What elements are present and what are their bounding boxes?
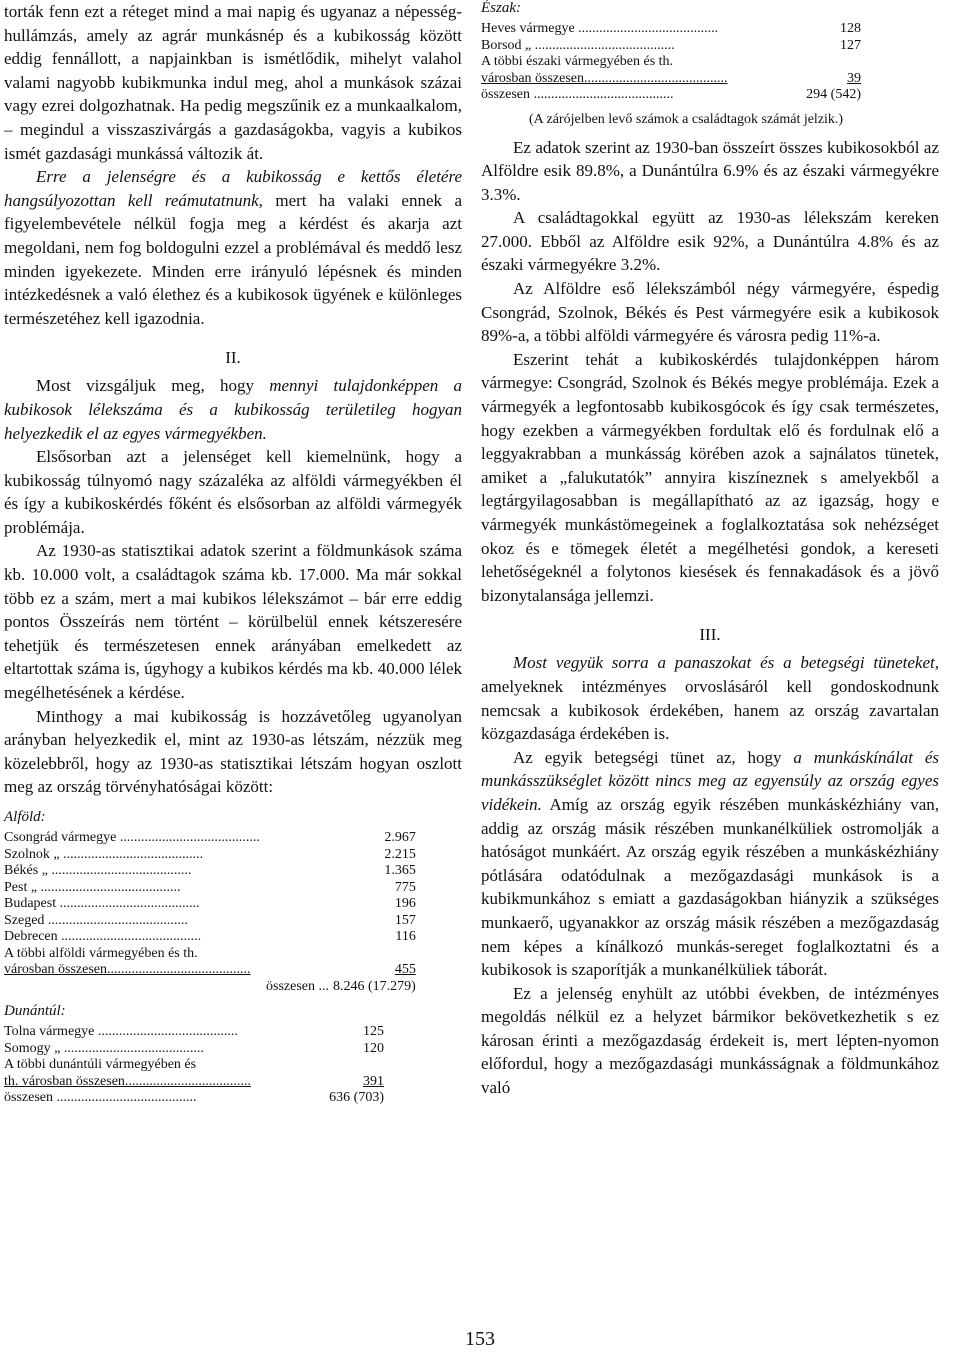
row-name: Tolna vármegye ........................................ (4, 1024, 238, 1039)
alfold-label: Alföld: (4, 809, 46, 825)
row-name: Csongrád vármegye ........................................ (4, 830, 260, 845)
emphasis-panaszok: Most vegyük sorra a panaszokat és a betegségi tüneteket, (513, 653, 939, 673)
rest-label: A többi dunántúli vármegyében és (4, 1057, 197, 1072)
row-name: Somogy „ ........................................ (4, 1040, 204, 1056)
left-column (4, 0, 462, 1107)
emphasis-lelekszam: mennyi tulajdonképpen a kubikosok lélekszáma és a kubikosság területileg hogyan helyezkedik el az egyes vármegyékben. (4, 376, 462, 443)
rest-label: városban összesen......................................... (481, 70, 728, 86)
rest-label: városban összesen......................................... (4, 962, 251, 977)
table-row (4, 929, 416, 946)
row-value: 125 (363, 1024, 384, 1039)
row-name: Debrecen ........................................ (4, 929, 202, 944)
paragraph-alfoldi-problema: Elsősorban azt a jelenséget kell kiemelnünk, hogy a kubikosság túlnyomó nagy százaléka az alföldi vármegyékben él és így a kubikoskérdés főként és elsősorban az alföldi vármegyék problémája. (4, 447, 462, 537)
table-row (481, 38, 861, 55)
total-value: 636 (703) (329, 1090, 384, 1105)
eszak-table (481, 21, 861, 104)
family-members-note: (A zárójelben levő számok a családtagok számát jelzik.) (529, 111, 844, 127)
total-value: 294 (542) (806, 87, 861, 102)
row-value: 120 (363, 1040, 384, 1056)
emphasis-munkaskinalat: a munkáskínálat és munkásszükséglet között nincs meg az egyensúly az ország egyes vidékein. (481, 747, 939, 814)
row-name: Pest „ ........................................ (4, 879, 181, 895)
total-label: összesen ........................................ (4, 1090, 197, 1105)
paragraph-kettos-elet (4, 165, 462, 330)
paragraph-betegsegi-tunet-rest: Amíg az ország egyik részében munkáskézhiány van, addig az ország másik részében munkanélküliek ostromolják a hatóságot munkáért. Az ország egyik részében a munkáskézhiány pótlására odatódulnak a mezőgazdasági munkások is a kubikmunkához s emiatt a gazdaságokban hiányzik a szükséges munkaerő, ugyanakkor az ország másik részében a mezőgazdaság nem képes a kínálkozó munkás-sereget foglalkoztatni és a kubikosok is szaporítják a munkanélküliek táborát. (481, 794, 939, 980)
page-number: 153 (465, 1328, 495, 1350)
rest-value: 391 (363, 1073, 384, 1089)
dunantul-label: Dunántúl: (4, 1003, 66, 1019)
table-row (4, 1041, 384, 1058)
paragraph-kettos-elet-rest: mert ha valaki ennek a figyelembevétele nélkül fogja meg a kérdést és akarja azt megoldani, nem fog boldogulni ezzel a problémával és meddő lesz minden igyekezete. Minden erre irányuló lépésnek és minden intézkedésnek a való élethez és a kubikosok ügyének e különleges természetéhez kell igazodnia. (4, 190, 462, 328)
table-row (481, 71, 861, 88)
total-row (4, 1090, 384, 1107)
row-value: 1.365 (384, 863, 416, 878)
eszak-label: Észak: (481, 0, 521, 16)
paragraph-panaszok-rest: amelyeknek intézményes orvoslásáról kell gondoskodnunk nemcsak a kubikosok érdekében, hanem az ország zavartalan közgazdasága érdekében is. (481, 676, 939, 744)
rest-value: 455 (394, 962, 416, 977)
row-value: 128 (840, 21, 861, 36)
row-name: Szolnok „ ........................................ (4, 846, 204, 862)
table-row (4, 946, 416, 963)
table-row (4, 1074, 384, 1091)
table-row (4, 962, 416, 979)
row-name: Borsod „ ........................................ (481, 37, 675, 53)
section-heading-ii: II. (225, 348, 241, 368)
paragraph-lelekszam: A családtagokkal együtt az 1930-as lélekszám kereken 27.000. Ebből az Alföldre esik 92%, a Dunántúlra 4.8% és az északi vármegyékre 3.2%. (481, 208, 939, 275)
paragraph-vizsgalat-start: Most vizsgáljuk meg, hogy (36, 376, 270, 396)
table-row (4, 863, 416, 880)
row-value: 157 (394, 912, 416, 928)
right-column (481, 0, 939, 1100)
total-label: összesen ... (266, 978, 329, 994)
row-value: 127 (840, 37, 861, 53)
row-name: Békés „ ........................................ (4, 863, 192, 878)
table-row (4, 1024, 384, 1041)
row-value: 2.967 (384, 830, 416, 845)
table-row (4, 880, 416, 897)
row-name: Heves vármegye ........................................ (481, 21, 719, 36)
row-value: 116 (395, 929, 416, 944)
total-row (4, 979, 416, 996)
emphasis-kettos-elet: Erre a jelenségre és a kubikosság e kettős életére hangsúlyozottan kell reámutatnunk, (4, 167, 462, 210)
row-value: 196 (394, 896, 416, 911)
paragraph-vizsgalat (4, 374, 462, 445)
paragraph-panaszok (481, 651, 939, 745)
paragraph-kubikus-reteg: torták fenn ezt a réteget mind a mai napig és ugyanaz a népesség-hullámzás, amely az agrár munkásnép és a kubikosság között eddig fennállott, a napjainkban is ismétlődik, mihelyt valahol valami nagyobb kubikmunka indul meg, ahol a munkások százai vagy ezrei dolgozhatnak. Ha pedig megszűnik ez a munkaalkalom, – megindul a visszaszivárgás a gazdaságokba, vagyis a kubikos ismét gazdasági munkássá változik át. (4, 2, 462, 163)
paragraph-szazalekok: Ez adatok szerint az 1930-ban összeírt összes kubikosokból az Alföldre esik 89.8%, a Dunántúlra 6.9% és az északi vármegyékre 3.3%. (481, 137, 939, 204)
row-name: Budapest ........................................ (4, 896, 200, 911)
table-row (4, 1057, 384, 1074)
alfold-table (4, 830, 416, 995)
table-row (4, 847, 416, 864)
paragraph-jelenseg-enyhult: Ez a jelenség enyhült az utóbbi években, de intézményes megoldás nélkül ez a helyzet bármikor bekövetkezhetik s ez károsan érinti a mezőgazdaság érdekeit is, mert lépten-nyomon előfordul, hogy a mezőgazdasági munkásságnak a földmunkához való (481, 983, 939, 1098)
table-row (481, 21, 861, 38)
paragraph-torvenyhatosagok: Minthogy a mai kubikosság is hozzávetőleg ugyanolyan arányban helyezkedik el, mint az 1930-as létszám, nézzük meg közelebbről, hogy az 1930-as statisztikai létszám hogyan oszlott meg az ország törvényhatóságai között: (4, 706, 462, 797)
table-row (481, 54, 861, 71)
paragraph-1930-statisztika: Az 1930-as statisztikai adatok szerint a földmunkások száma kb. 10.000 volt, a családtagok száma kb. 17.000. Ma már sokkal több ez a szám, mert a mai kubikos lélekszámot – bár erre eddig pontos Összeírás nem történt – körülbelül ennek kétszeresére tehetjük és természetesen ennek arányában emelkedett az eltartottak száma is, úgyhogy a kubikos kérdés ma kb. 40.000 lélek megélhetésének a kérdése. (4, 541, 462, 703)
rest-label: A többi alföldi vármegyében és th. (4, 945, 198, 961)
table-row (4, 830, 416, 847)
paragraph-betegsegi-tunet (481, 746, 939, 982)
paragraph-harom-varmegye: Eszerint tehát a kubikoskérdés tulajdonképpen három vármegye: Csongrád, Szolnok és Békés megye problémája. Ezek a vármegyék a legfontosabb kubikosgócok és így csak természetes, hogy ezekben a vármegyékben fordultak elő és fordulnak elő a leggyakrabban a munkásság körében azok a sajnálatos tünetek, amiket a „falukutatók” annyira kiszíneznek s amelyekből a legtárgyilagosabban is megállapítható az az igazság, hogy e vármegyék munkástömegeinek a foglalkoztatása sok nehézséget okoz és e tömegek életét a megélhetési gondok, a kereseti lehetőségeknél a folytonos kiesések és fennakadások és a jövő bizonytalansága jellemzi. (481, 349, 939, 605)
table-row (4, 913, 416, 930)
total-row (481, 87, 861, 104)
row-value: 775 (394, 879, 416, 895)
total-label: összesen ........................................ (481, 87, 674, 102)
paragraph-betegsegi-tunet-start: Az egyik betegségi tünet az, hogy (513, 747, 794, 767)
dunantul-table (4, 1024, 384, 1107)
total-value: 8.246 (17.279) (333, 978, 416, 994)
row-value: 2.215 (384, 846, 416, 862)
rest-label: A többi északi vármegyében és th. (481, 54, 674, 69)
rest-label: th. városban összesen.................................... (4, 1073, 251, 1089)
paragraph-negy-varmegye: Az Alföldre eső lélekszámból négy vármegyére, éspedig Csongrád, Szolnok, Békés és Pest vármegyére esik a kubikosok 89%-a, a többi alföldi vármegyére és városra pedig 11%-a. (481, 279, 939, 346)
rest-value: 39 (847, 70, 861, 86)
table-row (4, 896, 416, 913)
section-heading-iii: III. (699, 625, 721, 645)
row-name: Szeged ........................................ (4, 912, 188, 928)
